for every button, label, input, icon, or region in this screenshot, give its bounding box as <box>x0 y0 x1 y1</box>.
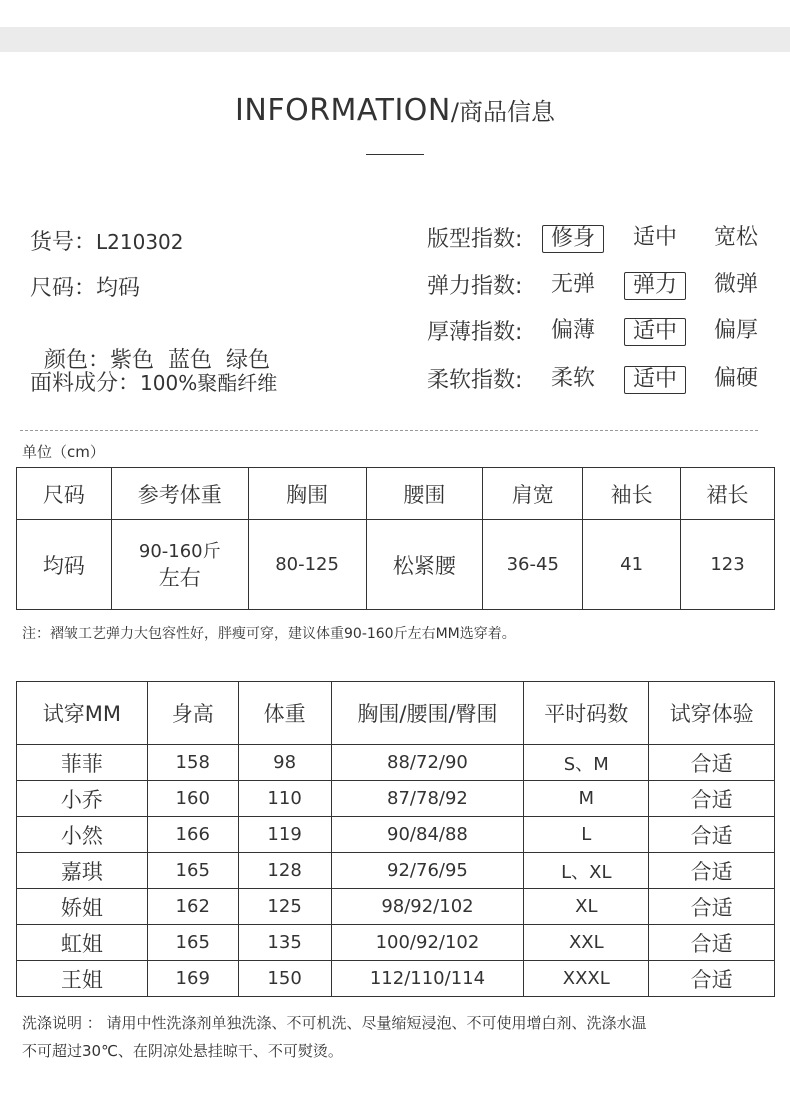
table-row <box>17 817 775 853</box>
fit-result-cell: 合适 <box>649 961 775 997</box>
fit-table-header: 平时码数 <box>524 682 649 745</box>
size-table-header-row <box>17 468 775 520</box>
wash-instructions-line-1: 洗涤说明 ： 请用中性洗涤剂单独洗涤、不可机洗、尽量缩短浸泡、不可使用增白剂、洗涤水温 <box>22 1014 647 1032</box>
fit-table <box>16 681 775 997</box>
index-option-selected: 适中 <box>624 366 686 394</box>
waist-cell: 松紧腰 <box>366 520 483 610</box>
table-row <box>17 781 775 817</box>
index-row-thickness <box>427 318 767 348</box>
info-value: 均码 <box>96 276 141 301</box>
index-label: 柔软指数: <box>427 368 523 393</box>
height-cell: 165 <box>147 853 238 889</box>
size-table-header: 尺码 <box>17 468 112 520</box>
weight-cell: 128 <box>238 853 331 889</box>
info-item-size <box>30 271 140 302</box>
fit-result-cell: 合适 <box>649 925 775 961</box>
weight-approx: 左右 <box>158 565 201 590</box>
size-table-header: 腰围 <box>366 468 483 520</box>
usual-size-cell: XL <box>524 889 649 925</box>
index-option: 微弹 <box>713 272 758 297</box>
model-name: 菲菲 <box>17 745 148 781</box>
model-name: 王姐 <box>17 961 148 997</box>
shoulder-cell: 36-45 <box>483 520 583 610</box>
length-cell: 123 <box>681 520 775 610</box>
usual-size-cell: L、XL <box>524 853 649 889</box>
top-band <box>0 27 790 52</box>
header-title-cn: /商品信息 <box>450 98 555 126</box>
usual-size-cell: XXL <box>524 925 649 961</box>
index-option: 偏薄 <box>550 318 595 343</box>
fit-result-cell: 合适 <box>649 745 775 781</box>
index-option: 无弹 <box>550 272 595 297</box>
index-option: 偏厚 <box>713 318 758 343</box>
model-name: 虹姐 <box>17 925 148 961</box>
index-option: 柔软 <box>550 366 595 391</box>
index-row-softness <box>427 366 767 396</box>
info-item-sku <box>30 225 184 256</box>
height-cell: 158 <box>147 745 238 781</box>
info-value: 100%聚酯纤维 <box>140 371 278 395</box>
weight-cell: 125 <box>238 889 331 925</box>
weight-cell: 119 <box>238 817 331 853</box>
size-table-header: 肩宽 <box>483 468 583 520</box>
header-underline <box>366 154 424 155</box>
size-table-row <box>17 520 775 610</box>
height-cell: 165 <box>147 925 238 961</box>
bust-cell: 80-125 <box>248 520 366 610</box>
size-note: 注：褶皱工艺弹力大包容性好，胖瘦可穿，建议体重90-160斤左右MM选穿着。 <box>22 626 516 642</box>
info-label: 尺码： <box>30 276 97 301</box>
weight-cell: 135 <box>238 925 331 961</box>
index-option-selected: 适中 <box>624 318 686 346</box>
info-label: 颜色： <box>44 348 111 373</box>
height-cell: 169 <box>147 961 238 997</box>
index-label: 厚薄指数: <box>427 320 523 345</box>
model-name: 小乔 <box>17 781 148 817</box>
size-table-header: 胸围 <box>248 468 366 520</box>
dashed-divider <box>20 430 758 431</box>
height-cell: 166 <box>147 817 238 853</box>
index-row-elasticity <box>427 272 767 302</box>
weight-cell: 110 <box>238 781 331 817</box>
info-item-fabric <box>30 366 277 397</box>
usual-size-cell: XXXL <box>524 961 649 997</box>
measurements-cell: 87/78/92 <box>331 781 524 817</box>
table-row <box>17 853 775 889</box>
fit-result-cell: 合适 <box>649 889 775 925</box>
size-table-header: 参考体重 <box>111 468 248 520</box>
size-table <box>16 467 775 610</box>
fit-table-header-row <box>17 682 775 745</box>
table-row <box>17 925 775 961</box>
header-title-en: INFORMATION <box>235 93 451 128</box>
fit-table-header: 胸围/腰围/臀围 <box>331 682 524 745</box>
fit-table-header: 试穿MM <box>17 682 148 745</box>
fit-table-header: 身高 <box>147 682 238 745</box>
table-row <box>17 889 775 925</box>
section-header <box>0 92 790 128</box>
fit-table-header: 试穿体验 <box>649 682 775 745</box>
measurements-cell: 112/110/114 <box>331 961 524 997</box>
unit-label: 单位（cm） <box>22 443 105 461</box>
usual-size-cell: L <box>524 817 649 853</box>
measurements-cell: 90/84/88 <box>331 817 524 853</box>
fit-result-cell: 合适 <box>649 817 775 853</box>
model-name: 嘉琪 <box>17 853 148 889</box>
height-cell: 160 <box>147 781 238 817</box>
measurements-cell: 92/76/95 <box>331 853 524 889</box>
weight-cell: 98 <box>238 745 331 781</box>
index-label: 版型指数: <box>427 227 523 252</box>
measurements-cell: 100/92/102 <box>331 925 524 961</box>
index-option-selected: 弹力 <box>624 272 686 300</box>
index-row-fit <box>427 225 767 255</box>
fit-result-cell: 合适 <box>649 781 775 817</box>
info-value: 紫色 蓝色 绿色 <box>110 348 270 373</box>
table-row <box>17 745 775 781</box>
model-name: 小然 <box>17 817 148 853</box>
info-label: 面料成分： <box>30 371 141 396</box>
usual-size-cell: S、M <box>524 745 649 781</box>
index-label: 弹力指数: <box>427 274 523 299</box>
weight-cell: 150 <box>238 961 331 997</box>
height-cell: 162 <box>147 889 238 925</box>
fit-result-cell: 合适 <box>649 853 775 889</box>
model-name: 娇姐 <box>17 889 148 925</box>
index-option: 适中 <box>632 225 677 250</box>
sleeve-cell: 41 <box>583 520 681 610</box>
size-table-header: 袖长 <box>583 468 681 520</box>
info-value: L210302 <box>96 230 184 254</box>
index-option: 宽松 <box>713 225 758 250</box>
wash-instructions-line-2: 不可超过30℃、在阴凉处悬挂晾干、不可熨烫。 <box>22 1042 343 1060</box>
measurements-cell: 88/72/90 <box>331 745 524 781</box>
size-cell: 均码 <box>17 520 112 610</box>
usual-size-cell: M <box>524 781 649 817</box>
size-cell-weight <box>111 520 248 610</box>
size-table-header: 裙长 <box>681 468 775 520</box>
info-label: 货号： <box>30 230 97 255</box>
weight-range: 90-160斤 <box>138 540 221 562</box>
index-option-selected: 修身 <box>542 225 604 253</box>
measurements-cell: 98/92/102 <box>331 889 524 925</box>
fit-table-header: 体重 <box>238 682 331 745</box>
index-option: 偏硬 <box>713 366 758 391</box>
table-row <box>17 961 775 997</box>
